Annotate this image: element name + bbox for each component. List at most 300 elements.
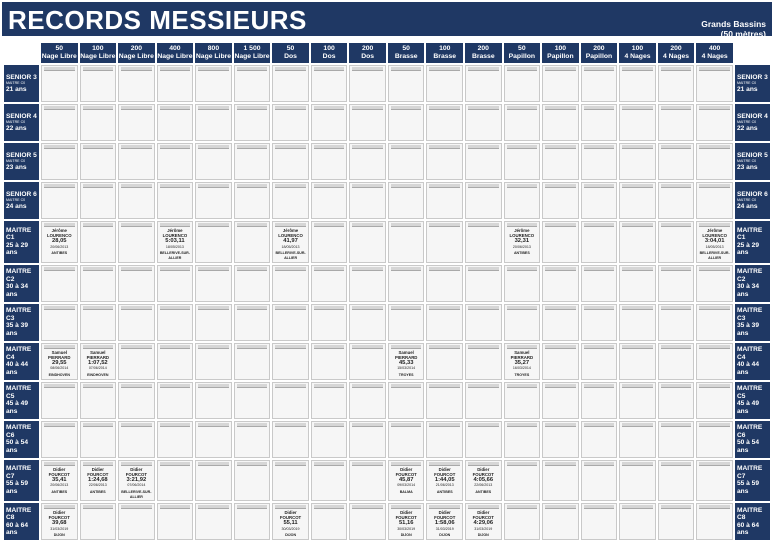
record-cell [234,343,271,380]
category-label-right [735,104,770,141]
event-tag-strip [584,462,615,466]
record-entry [119,467,154,501]
record-time: 41,97 [283,238,298,245]
event-tag-strip [121,223,152,227]
record-cell [619,460,656,502]
event-tag-strip [237,267,268,271]
record-cell [426,460,463,502]
category-label-right [735,182,770,219]
event-tag-strip [661,145,692,149]
event-tag-strip [314,267,345,271]
column-header [349,43,386,63]
event-tag-strip [699,106,730,110]
event-tag-strip [83,505,114,509]
column-style: Nage Libre [234,53,270,60]
category-name: MAITRE C6 [737,424,763,439]
event-tag-strip [275,67,306,71]
column-style: 4 Nages [701,53,728,60]
record-cell [157,104,194,141]
record-cell [465,104,502,141]
event-tag-strip [198,223,229,227]
category-name: MAITRE C8 [6,506,32,522]
record-cell [349,221,386,263]
event-tag-strip [275,505,306,509]
record-cell [619,182,656,219]
event-tag-strip [237,345,268,349]
record-cell [195,221,232,263]
record-cell [542,104,579,141]
record-cell [349,343,386,380]
event-tag-strip [699,184,730,188]
record-cell [542,343,579,380]
category-name: MAITRE C1 [6,226,32,242]
category-age-range: 40 à 44 ans [737,361,759,376]
record-cell [41,304,78,341]
category-label-left [4,143,39,180]
record-cell [658,65,695,102]
record-cell [41,104,78,141]
event-tag-strip [545,145,576,149]
record-time: 35,41 [52,476,67,483]
event-tag-strip [699,223,730,227]
event-tag-strip [622,267,653,271]
event-tag-strip [622,462,653,466]
column-style: Brasse [394,53,418,60]
category-subtitle: MAITRE C0 [6,120,26,124]
record-entry [389,467,424,495]
record-cell [426,503,463,540]
event-tag-strip [275,184,306,188]
column-header [157,43,194,63]
record-cell [234,382,271,419]
event-tag-strip [391,223,422,227]
event-tag-strip [545,267,576,271]
event-tag-strip [160,462,191,466]
record-cell [195,382,232,419]
event-tag-strip [507,106,538,110]
event-tag-strip [699,145,730,149]
record-cell [504,343,541,380]
record-cell [542,65,579,102]
category-row [4,382,770,419]
category-label-right [735,382,770,419]
record-cell [658,143,695,180]
record-cell [504,221,541,263]
category-name: SENIOR 4 [737,112,768,120]
category-row [4,265,770,302]
column-header [465,43,502,63]
column-header [542,43,579,63]
event-tag-strip [275,462,306,466]
record-cell [619,265,656,302]
event-tag-strip [507,423,538,427]
record-cell [465,421,502,458]
event-tag-strip [352,267,383,271]
event-tag-strip [44,67,75,71]
category-row [4,143,770,180]
record-cell [504,460,541,502]
category-subtitle: MAITRE C0 [737,120,757,124]
event-tag-strip [314,384,345,388]
record-place: ANTIBES [51,251,68,256]
event-tag-strip [699,345,730,349]
event-tag-strip [468,145,499,149]
record-cell [542,143,579,180]
record-cell [157,304,194,341]
column-style: 4 Nages [624,53,651,60]
event-tag-strip [160,106,191,110]
event-tag-strip [275,384,306,388]
event-tag-strip [429,384,460,388]
record-cell [349,265,386,302]
column-header [696,43,733,63]
record-place: BELLERIVE-SUR-ALLIER [121,489,152,499]
event-tag-strip [429,505,460,509]
record-cell [504,104,541,141]
event-tag-strip [584,505,615,509]
record-cell [41,343,78,380]
event-tag-strip [160,384,191,388]
event-tag-strip [699,505,730,509]
record-cell [619,343,656,380]
record-swimmer: Didier FOURCOT [434,510,456,521]
record-cell [118,382,155,419]
event-tag-strip [584,145,615,149]
category-age-range: 22 ans [6,125,27,132]
event-tag-strip [468,267,499,271]
record-cell [465,182,502,219]
event-tag-strip [622,345,653,349]
record-cell [581,382,618,419]
record-cell [234,265,271,302]
event-tag-strip [429,106,460,110]
record-cell [157,421,194,458]
column-header [581,43,618,63]
column-distance: 100 [631,45,644,52]
event-tag-strip [352,106,383,110]
record-swimmer: Samuel PIERRARD [394,349,418,360]
record-swimmer: Samuel PIERRARD [86,349,110,360]
record-cell [696,265,733,302]
event-tag-strip [429,184,460,188]
record-date: 30/03/2019 [397,526,416,531]
event-tag-strip [507,267,538,271]
record-time: 32,31 [514,238,530,245]
record-place: ANTIBES [513,251,530,256]
record-cell [658,460,695,502]
record-date: 08/06/2014 [50,366,69,371]
category-age-range: 25 à 29 ans [737,241,759,257]
record-cell [581,304,618,341]
record-cell [426,343,463,380]
category-subtitle: MAITRE C0 [6,81,26,85]
record-cell [696,421,733,458]
record-swimmer: Didier FOURCOT [434,466,456,477]
record-place: EINDHOVEN [48,372,70,377]
event-tag-strip [83,384,114,388]
column-header [41,43,78,63]
record-cell [311,104,348,141]
record-cell [465,265,502,302]
record-cell [581,65,618,102]
record-cell [41,221,78,263]
event-tag-strip [275,345,306,349]
record-cell [465,304,502,341]
category-subtitle: MAITRE C0 [737,159,757,163]
record-cell [388,421,425,458]
record-cell [542,265,579,302]
category-age-range: 30 à 34 ans [6,283,28,298]
pool-type-label [701,19,766,39]
event-tag-strip [160,67,191,71]
record-cell [388,65,425,102]
record-cell [619,421,656,458]
record-cell [349,503,386,540]
column-header [311,43,348,63]
record-entry [42,228,77,256]
column-header-row [4,43,770,63]
record-time: 29,55 [52,359,67,366]
event-tag-strip [314,462,345,466]
column-distance: 50 [402,45,410,52]
event-tag-strip [391,106,422,110]
column-header [658,43,695,63]
record-time: 1:07,52 [87,359,108,366]
event-tag-strip [429,306,460,310]
event-tag-strip [507,145,538,149]
record-cell [426,304,463,341]
record-cell [619,221,656,263]
category-row [4,503,770,540]
record-cell [619,304,656,341]
event-tag-strip [275,106,306,110]
record-cell [80,304,117,341]
event-tag-strip [699,267,730,271]
column-header [234,43,271,63]
event-tag-strip [237,223,268,227]
record-cell [658,265,695,302]
record-cell [465,343,502,380]
event-tag-strip [429,67,460,71]
pool-type-line-1: Grands Bassins [701,19,766,29]
record-cell [118,503,155,540]
record-swimmer: Samuel PIERRARD [510,349,534,360]
event-tag-strip [314,423,345,427]
event-tag-strip [584,267,615,271]
record-cell [504,304,541,341]
record-place: ANTIBES [475,489,492,494]
event-tag-strip [391,384,422,388]
column-style: Nage Libre [80,53,116,60]
event-tag-strip [391,505,422,509]
event-tag-strip [507,384,538,388]
event-tag-strip [160,345,191,349]
event-tag-strip [391,67,422,71]
category-age-range: 50 à 54 ans [737,439,759,454]
event-tag-strip [429,345,460,349]
record-swimmer: Didier FOURCOT [472,466,494,477]
category-label-right [735,143,770,180]
record-swimmer: Samuel PIERRARD [48,349,71,360]
record-date: 20/06/2013 [50,483,69,488]
category-name: MAITRE C1 [737,226,763,242]
event-tag-strip [314,184,345,188]
record-swimmer: Jérôme LOURENCO [162,228,188,239]
record-cell [311,65,348,102]
record-cell [388,343,425,380]
event-tag-strip [622,223,653,227]
category-label-right [735,221,770,263]
record-cell [311,143,348,180]
record-date: 07/06/2014 [88,366,107,371]
category-label-left [4,221,39,263]
record-cell [41,65,78,102]
category-name: MAITRE C8 [737,506,763,522]
event-tag-strip [44,384,75,388]
event-tag-strip [121,184,152,188]
column-style: Nage Libre [157,53,193,60]
category-name: MAITRE C4 [6,346,32,361]
record-cell [41,265,78,302]
record-place: ANTIBES [436,489,453,494]
record-place: DIJON [53,533,65,538]
record-cell [272,343,309,380]
event-tag-strip [198,423,229,427]
record-swimmer: Jérôme LOURENCO [702,228,727,239]
record-cell [696,65,733,102]
record-time: 3:04,01 [704,238,725,245]
record-cell [349,182,386,219]
category-age-range: 23 ans [6,164,27,171]
record-cell [272,221,309,263]
event-tag-strip [44,306,75,310]
record-cell [41,182,78,219]
column-distance: 200 [130,45,143,52]
record-cell [465,65,502,102]
record-swimmer: Didier FOURCOT [395,510,417,521]
event-tag-strip [429,223,460,227]
record-time: 1:24,68 [87,476,108,483]
category-name: SENIOR 5 [737,151,768,159]
record-cell [311,221,348,263]
records-body [4,65,770,540]
event-tag-strip [429,462,460,466]
column-distance: 400 [169,45,181,52]
event-tag-strip [468,345,499,349]
category-name: SENIOR 4 [6,112,37,120]
column-style: Papillon [585,53,613,60]
record-cell [311,382,348,419]
record-cell [349,143,386,180]
event-tag-strip [83,306,114,310]
column-distance: 200 [593,45,605,52]
column-style: Nage Libre [195,53,232,60]
category-age-range: 22 ans [737,125,758,132]
record-cell [41,503,78,540]
event-tag-strip [507,345,538,349]
event-tag-strip [121,462,152,466]
category-label-left [4,421,39,458]
record-cell [80,143,117,180]
record-date: 31/03/2019 [50,526,69,531]
event-tag-strip [699,67,730,71]
event-tag-strip [275,306,306,310]
title-banner [2,2,772,39]
event-tag-strip [121,384,152,388]
record-cell [696,304,733,341]
record-date: 18/05/2013 [705,244,724,249]
category-age-range: 50 à 54 ans [6,439,28,454]
event-tag-strip [314,306,345,310]
category-subtitle: MAITRE C0 [737,81,757,85]
record-cell [272,265,309,302]
record-cell [658,221,695,263]
column-header [272,43,309,63]
category-age-range: 35 à 39 ans [737,322,759,337]
record-place: BELLERIVE-SUR-ALLIER [699,251,730,261]
record-cell [658,343,695,380]
event-tag-strip [121,145,152,149]
event-tag-strip [237,462,268,466]
record-cell [272,104,309,141]
record-entry [273,228,308,262]
record-cell [388,265,425,302]
record-cell [80,265,117,302]
record-cell [696,104,733,141]
record-cell [272,65,309,102]
category-age-range: 45 à 49 ans [737,400,759,415]
record-cell [696,382,733,419]
event-tag-strip [352,423,383,427]
record-place: EINDHOVEN [87,372,109,377]
category-label-left [4,304,39,341]
category-name: MAITRE C7 [737,465,763,480]
event-tag-strip [699,423,730,427]
event-tag-strip [352,345,383,349]
record-cell [426,221,463,263]
event-tag-strip [545,223,576,227]
event-tag-strip [468,67,499,71]
record-date: 18/05/2013 [165,244,184,249]
record-cell [80,421,117,458]
event-tag-strip [468,106,499,110]
event-tag-strip [237,145,268,149]
record-cell [234,304,271,341]
event-tag-strip [545,462,576,466]
event-tag-strip [661,423,692,427]
record-cell [658,182,695,219]
record-cell [349,304,386,341]
record-cell [619,382,656,419]
record-cell [311,304,348,341]
record-cell [41,382,78,419]
category-name: SENIOR 3 [6,73,37,81]
event-tag-strip [391,423,422,427]
column-style: Dos [284,53,297,60]
event-tag-strip [198,505,229,509]
record-cell [157,343,194,380]
record-cell [504,421,541,458]
event-tag-strip [391,462,422,466]
category-label-left [4,382,39,419]
record-cell [195,265,232,302]
column-distance: 100 [92,45,104,52]
category-label-right [735,265,770,302]
event-tag-strip [584,184,615,188]
event-tag-strip [352,462,383,466]
category-label-right [735,65,770,102]
record-cell [696,182,733,219]
